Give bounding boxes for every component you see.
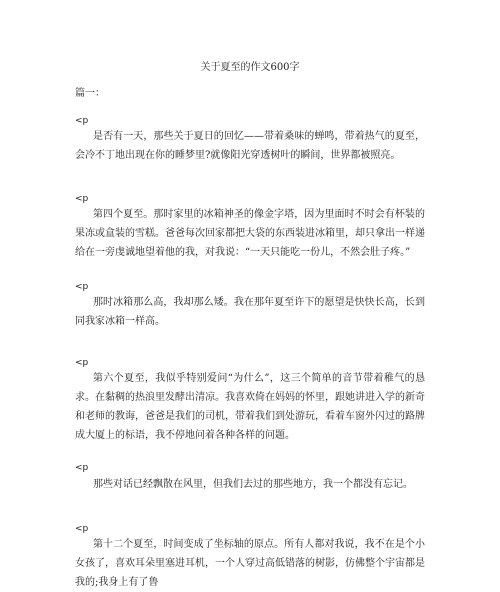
document-title: 关于夏至的作文600字 [200,62,300,73]
paragraph-tag: <p [75,194,89,204]
paragraph-tag: <p [75,358,89,368]
paragraph: 第六个夏至，我似乎特别爱问“为什么”，这三个简单的音节带着稚气的恳求。在黏稠的热浪里发酵出清凉。我喜欢倚在妈妈的怀里，跟她讲进入学的新奇和老师的教诲，爸爸是我们的司机，带着我们到处游玩，看着车窗外闪过的路牌成大厦上的标语，我不停地问着各种各样的问题。 [75,373,425,441]
paragraph: 第十二个夏至，时间变成了坐标轴的原点。所有人都对我说，我不在是个小女孩了，喜欢耳朵里塞进耳机，一个人穿过高低错落的树影，仿佛整个宇宙都是我的;我身上有了鲁 [75,539,425,588]
paragraph: 第四个夏至。那时家里的冰箱神圣的像金字塔，因为里面时不时会有杯装的果冻或盒装的雪糕。爸爸每次回家都把大袋的东西装进冰箱里，却只拿出一样递给在一旁虔诚地望着他的我，对我说：“一天只能吃一份儿，不然会肚子疼。” [75,209,425,258]
paragraph-tag: <p [75,524,89,534]
paragraph: 那时冰箱那么高，我却那么矮。我在那年夏至许下的愿望是快快长高，长到同我家冰箱一样高。 [75,297,425,327]
paragraph-tag: <p [75,282,89,292]
paragraph: 那些对话已经飘散在风里，但我们去过的那些地方，我一个都没有忘记。 [93,479,413,490]
paragraph-tag: <p [75,463,89,473]
paragraph: 是否有一天，那些关于夏日的回忆——带着桑味的蝉鸣，带着热气的夏至，会冷不丁地出现在你的睡梦里?就像阳光穿透树叶的瞬间，世界都被照亮。 [75,131,425,161]
paragraph-tag: <p [75,116,89,126]
section-label: 篇一： [75,88,105,99]
